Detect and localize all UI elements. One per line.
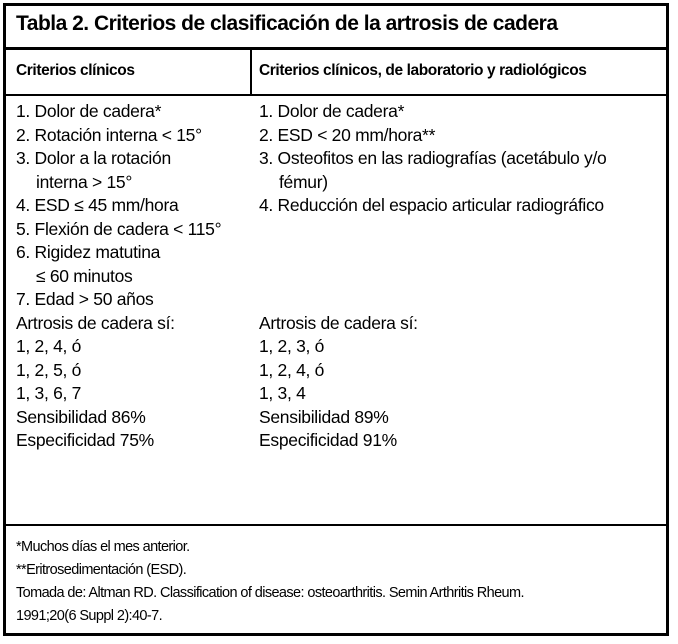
left-row: Sensibilidad 86% bbox=[16, 406, 146, 427]
footnotes bbox=[16, 536, 524, 628]
table-title: Tabla 2. Criterios de clasificación de la artrosis de cadera bbox=[16, 12, 558, 35]
clinical-criteria-column bbox=[16, 100, 221, 453]
right-row: Especificidad 91% bbox=[259, 430, 397, 450]
source-citation: 1991;20(6 Suppl 2):40-7. bbox=[16, 608, 163, 624]
right-row: 1, 2, 4, ó bbox=[259, 359, 325, 380]
right-row bbox=[259, 288, 606, 312]
right-row: 1, 2, 3, ó bbox=[259, 336, 325, 356]
right-row: 2. ESD < 20 mm/hora** bbox=[259, 124, 436, 145]
left-row: 1, 3, 6, 7 bbox=[16, 383, 82, 403]
right-row bbox=[259, 241, 606, 265]
left-row: 7. Edad > 50 años bbox=[16, 289, 154, 309]
right-row bbox=[259, 218, 606, 242]
right-row: Sensibilidad 89% bbox=[259, 406, 389, 427]
right-row: Artrosis de cadera sí: bbox=[259, 312, 418, 333]
footnote-divider bbox=[6, 524, 666, 526]
right-row: fémur) bbox=[279, 171, 328, 192]
title-divider bbox=[6, 47, 666, 50]
left-row: 1, 2, 5, ó bbox=[16, 359, 82, 380]
header-clinical-lab-radiologic: Criterios clínicos, de laboratorio y radiológicos bbox=[259, 62, 587, 79]
right-row: 1. Dolor de cadera* bbox=[259, 101, 405, 121]
clinical-lab-radiologic-column bbox=[259, 100, 606, 453]
left-row: 6. Rigidez matutina bbox=[16, 242, 161, 262]
left-row: 5. Flexión de cadera < 115° bbox=[16, 218, 222, 239]
left-row: 1, 2, 4, ó bbox=[16, 336, 82, 356]
table-frame bbox=[3, 3, 669, 636]
right-row: 3. Osteofitos en las radiografías (acetábulo y/o bbox=[259, 148, 607, 168]
left-row: 2. Rotación interna < 15° bbox=[16, 124, 202, 145]
footnote: *Muchos días el mes anterior. bbox=[16, 539, 190, 555]
header-clinical: Criterios clínicos bbox=[16, 62, 135, 79]
left-row: 4. ESD ≤ 45 mm/hora bbox=[16, 195, 179, 215]
right-row: 1, 3, 4 bbox=[259, 383, 306, 403]
left-row: Artrosis de cadera sí: bbox=[16, 312, 175, 333]
left-row: ≤ 60 minutos bbox=[36, 265, 133, 286]
left-row: Especificidad 75% bbox=[16, 430, 154, 450]
left-row: 3. Dolor a la rotación bbox=[16, 148, 171, 168]
right-row bbox=[259, 265, 606, 289]
left-row: 1. Dolor de cadera* bbox=[16, 101, 162, 121]
column-divider bbox=[250, 50, 252, 96]
source-citation: Tomada de: Altman RD. Classification of disease: osteoarthritis. Semin Arthritis Rheum. bbox=[16, 585, 524, 601]
left-row: interna > 15° bbox=[36, 171, 133, 192]
footnote: **Eritrosedimentación (ESD). bbox=[16, 562, 187, 578]
right-row: 4. Reducción del espacio articular radiográfico bbox=[259, 195, 604, 215]
header-divider bbox=[6, 94, 666, 96]
